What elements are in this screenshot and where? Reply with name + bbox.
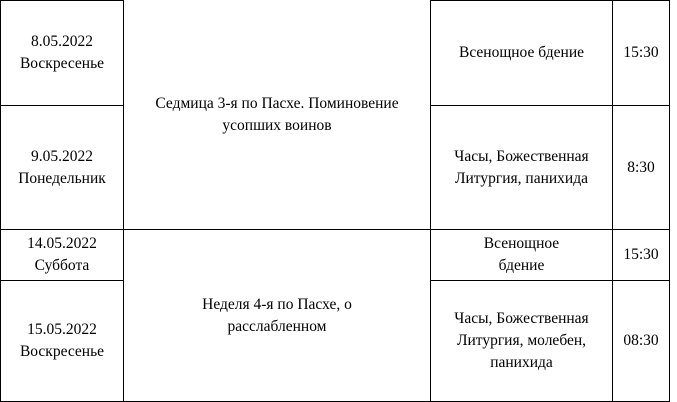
table-border-right [669,0,670,402]
service-text: Часы, Божественная Литургия, молебен, панихида [454,310,589,371]
time-text: 15:30 [623,246,659,263]
group-title: Неделя 4-я по Пасхе, о расслабленном [202,295,352,335]
service-text: Всенощное бдение [459,44,584,61]
service-cell [431,281,612,401]
service-cell [431,1,612,105]
service-text: Всенощное бдение [483,235,560,274]
time-text: 08:30 [623,332,659,349]
date-cell [1,1,123,105]
weekday-text: Воскресенье [19,343,105,360]
date-text: 8.05.2022 [31,33,93,50]
group-title: Седмица 3-я по Пасхе. Поминовение усопших воинов [155,95,399,134]
weekday-text: Суббота [34,257,90,274]
service-cell [431,106,612,229]
time-text: 15:30 [623,44,659,61]
date-cell [1,106,123,229]
date-text: 9.05.2022 [30,147,93,165]
time-cell [613,230,669,280]
weekday-text: Воскресенье [19,55,105,72]
group-title-cell [124,1,430,229]
date-cell [1,281,123,401]
date-text: 15.05.2022 [27,321,97,338]
date-text: 14.05.2022 [27,235,97,252]
service-cell [431,230,612,280]
time-cell [613,1,669,105]
date-cell [1,230,123,280]
service-text: Часы, Божественная Литургия, панихида [454,147,589,187]
weekday-text: Понедельник [18,169,106,187]
time-cell [613,106,669,229]
group-title-cell [124,230,430,401]
time-cell [613,281,669,401]
time-text: 8:30 [627,158,655,176]
